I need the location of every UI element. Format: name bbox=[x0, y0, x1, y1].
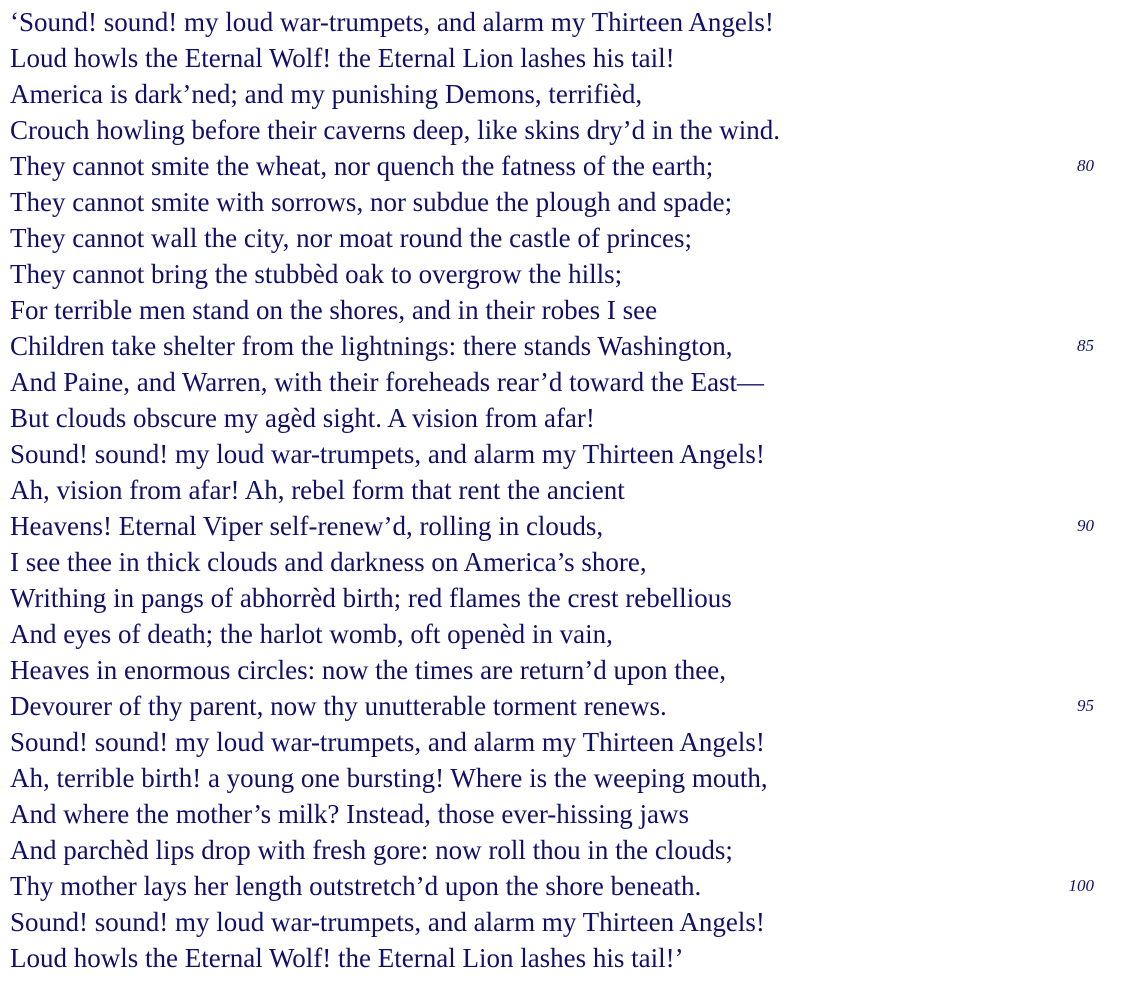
line-text: Loud howls the Eternal Wolf! the Eternal Lion lashes his tail!’ bbox=[10, 943, 684, 973]
line-text: And eyes of death; the harlot womb, oft openèd in vain, bbox=[10, 619, 613, 649]
poem-line bbox=[10, 436, 1120, 472]
poem-line bbox=[10, 796, 1120, 832]
line-text: Thy mother lays her length outstretch’d upon the shore beneath. bbox=[10, 871, 702, 901]
poem-line bbox=[10, 364, 1120, 400]
poem-line bbox=[10, 148, 1120, 184]
poem-line bbox=[10, 184, 1120, 220]
poem-line bbox=[10, 724, 1120, 760]
poem-line bbox=[10, 4, 1120, 40]
line-text: They cannot bring the stubbèd oak to overgrow the hills; bbox=[10, 259, 623, 289]
line-text: Heavens! Eternal Viper self-renew’d, rolling in clouds, bbox=[10, 511, 604, 541]
line-text: Ah, vision from afar! Ah, rebel form that rent the ancient bbox=[10, 475, 625, 505]
line-text: Heaves in enormous circles: now the times are return’d upon thee, bbox=[10, 655, 727, 685]
line-text: They cannot wall the city, nor moat round the castle of princes; bbox=[10, 223, 693, 253]
poem-line bbox=[10, 292, 1120, 328]
poem-line bbox=[10, 472, 1120, 508]
poem-line bbox=[10, 220, 1120, 256]
line-text: And where the mother’s milk? Instead, those ever-hissing jaws bbox=[10, 799, 690, 829]
poem-line bbox=[10, 940, 1120, 976]
poem-line bbox=[10, 544, 1120, 580]
poem-line bbox=[10, 112, 1120, 148]
poem-text bbox=[10, 4, 1120, 976]
line-text: Devourer of thy parent, now thy unutterable torment renews. bbox=[10, 691, 667, 721]
line-text: And Paine, and Warren, with their foreheads rear’d toward the East— bbox=[10, 367, 765, 397]
line-text: Sound! sound! my loud war-trumpets, and alarm my Thirteen Angels! bbox=[10, 727, 765, 757]
poem-line bbox=[10, 580, 1120, 616]
line-text: For terrible men stand on the shores, and in their robes I see bbox=[10, 295, 658, 325]
line-text: Writhing in pangs of abhorrèd birth; red flames the crest rebellious bbox=[10, 583, 732, 613]
line-text: Ah, terrible birth! a young one bursting! Where is the weeping mouth, bbox=[10, 763, 768, 793]
line-text: They cannot smite the wheat, nor quench the fatness of the earth; bbox=[10, 151, 714, 181]
line-text: Sound! sound! my loud war-trumpets, and alarm my Thirteen Angels! bbox=[10, 907, 765, 937]
line-text: Loud howls the Eternal Wolf! the Eternal Lion lashes his tail! bbox=[10, 43, 675, 73]
line-number: 95 bbox=[1077, 696, 1094, 715]
line-text: I see thee in thick clouds and darkness on America’s shore, bbox=[10, 547, 647, 577]
line-number: 100 bbox=[1068, 876, 1094, 895]
poem-line bbox=[10, 652, 1120, 688]
line-text: Crouch howling before their caverns deep, like skins dry’d in the wind. bbox=[10, 115, 781, 145]
poem-line bbox=[10, 868, 1120, 904]
poem-line bbox=[10, 400, 1120, 436]
poem-line bbox=[10, 256, 1120, 292]
poem-line bbox=[10, 760, 1120, 796]
line-text: But clouds obscure my agèd sight. A vision from afar! bbox=[10, 403, 595, 433]
line-text: Sound! sound! my loud war-trumpets, and alarm my Thirteen Angels! bbox=[10, 439, 765, 469]
line-text: And parchèd lips drop with fresh gore: now roll thou in the clouds; bbox=[10, 835, 733, 865]
line-text: They cannot smite with sorrows, nor subdue the plough and spade; bbox=[10, 187, 733, 217]
poem-line bbox=[10, 832, 1120, 868]
line-number: 85 bbox=[1077, 336, 1094, 355]
poem-line bbox=[10, 616, 1120, 652]
poem-line bbox=[10, 40, 1120, 76]
poem-line bbox=[10, 508, 1120, 544]
line-text: America is dark’ned; and my punishing Demons, terrifièd, bbox=[10, 79, 643, 109]
poem-line bbox=[10, 328, 1120, 364]
line-text: Children take shelter from the lightnings: there stands Washington, bbox=[10, 331, 733, 361]
poem-line bbox=[10, 688, 1120, 724]
poem-line bbox=[10, 904, 1120, 940]
line-number: 80 bbox=[1077, 156, 1094, 175]
line-number: 90 bbox=[1077, 516, 1094, 535]
line-text: ‘Sound! sound! my loud war-trumpets, and alarm my Thirteen Angels! bbox=[10, 7, 774, 37]
poem-line bbox=[10, 76, 1120, 112]
